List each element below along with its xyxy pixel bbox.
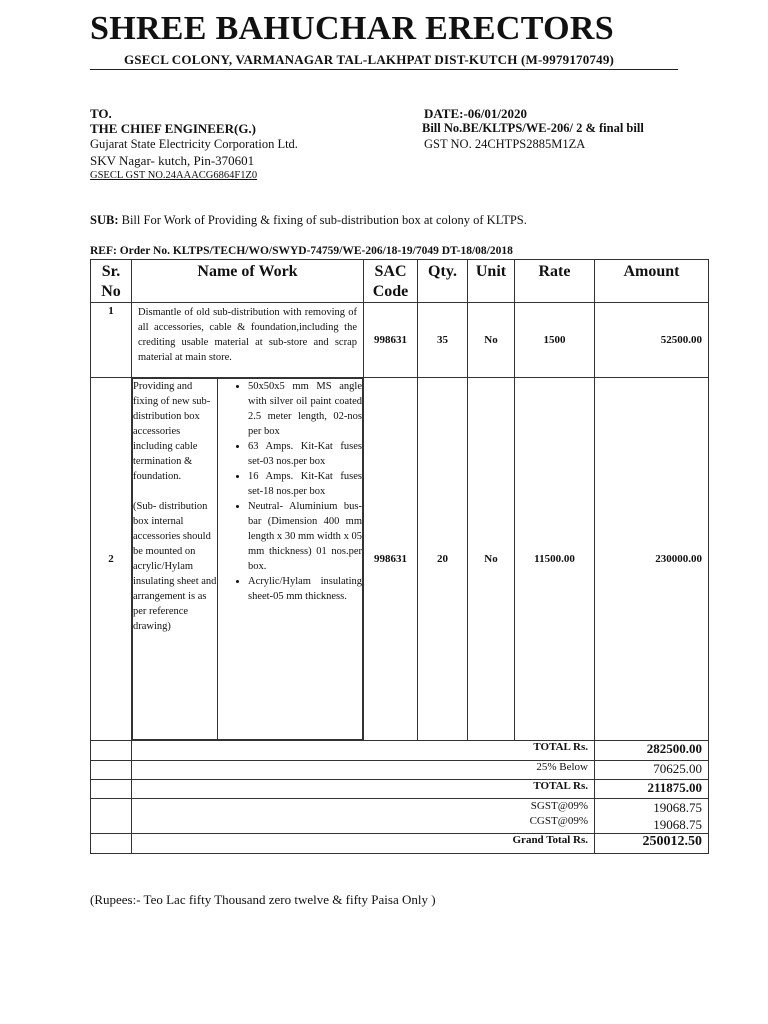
company-address: GSECL COLONY, VARMANAGAR TAL-LAKHPAT DIST-KUTCH (M-9979170749) xyxy=(124,52,615,67)
header-sac-code: SAC Code xyxy=(364,260,418,303)
amount-in-words: (Rupees:- Teo Lac fifty Thousand zero twelve & fifty Paisa Only ) xyxy=(90,892,436,907)
sgst-value: 19068.75 xyxy=(653,800,702,815)
row2-sr: 2 xyxy=(91,378,132,741)
net-total-value: 211875.00 xyxy=(595,780,709,799)
tax-row xyxy=(91,799,709,834)
row2-rate: 11500.00 xyxy=(515,378,595,741)
list-item: • 50x50x5 mm MS angle with silver oil paint coated 2.5 meter length, 02-nos per box xyxy=(248,379,362,439)
total-value: 282500.00 xyxy=(595,741,709,761)
row2-unit: No xyxy=(468,378,515,741)
header-amount: Amount xyxy=(595,260,709,303)
to-label: TO. xyxy=(90,106,112,121)
table-header-row xyxy=(91,260,709,303)
row1-qty: 35 xyxy=(418,303,468,378)
bill-table xyxy=(90,259,709,854)
row2-sac: 998631 xyxy=(364,378,418,741)
subject-label: SUB: xyxy=(90,213,119,227)
tax-labels xyxy=(132,799,595,834)
company-name: SHREE BAHUCHAR ERECTORS xyxy=(90,10,614,47)
net-total-row xyxy=(91,780,709,799)
subject-text: Bill For Work of Providing & fixing of sub-distribution box at colony of KLTPS. xyxy=(121,213,527,227)
recipient-place: SKV Nagar- kutch, Pin-370601 xyxy=(90,153,255,168)
row1-description: Dismantle of old sub-distribution with removing of all accessories, cable & foundation,including the crediting usable material at sub-store and scrap material at main store. xyxy=(132,303,364,378)
cgst-value: 19068.75 xyxy=(653,817,702,832)
header-rate: Rate xyxy=(515,260,595,303)
row2-accessory-list xyxy=(218,379,363,740)
list-item: • 63 Amps. Kit-Kat fuses set-03 nos.per box xyxy=(248,439,362,469)
table-row xyxy=(91,303,709,378)
header-sr-no: Sr. No xyxy=(91,260,132,303)
discount-value: 70625.00 xyxy=(595,761,709,780)
table-row xyxy=(91,378,709,741)
row2-description xyxy=(132,378,364,741)
recipient-designation: THE CHIEF ENGINEER(G.) xyxy=(90,121,257,136)
sgst-label: SGST@09% xyxy=(530,800,588,812)
header-unit: Unit xyxy=(468,260,515,303)
list-item: • Acrylic/Hylam insulating sheet-05 mm thickness. xyxy=(248,574,362,604)
row1-sac: 998631 xyxy=(364,303,418,378)
recipient-organization: Gujarat State Electricity Corporation Ltd. xyxy=(90,137,298,151)
total-row xyxy=(91,741,709,761)
tax-values xyxy=(595,799,709,834)
row2-qty: 20 xyxy=(418,378,468,741)
row1-unit: No xyxy=(468,303,515,378)
list-item: • Neutral- Aluminium bus-bar (Dimension 400 mm length x 30 mm width x 05 mm thickness) 01 nos.per box. xyxy=(248,499,362,574)
row1-rate: 1500 xyxy=(515,303,595,378)
header-divider xyxy=(90,69,678,70)
bill-date: DATE:-06/01/2020 xyxy=(424,106,528,121)
header-name-of-work: Name of Work xyxy=(132,260,364,303)
discount-row xyxy=(91,761,709,780)
row2-amount: 230000.00 xyxy=(595,378,709,741)
row2-main-description: Providing and fixing of new sub- distribution box accessories including cable termination & foundation. (Sub- distribution box internal accessories should be mounted on acrylic/Hylam insulating sheet and arrangement is as per reference drawing) xyxy=(133,379,218,740)
subject-line xyxy=(90,213,527,228)
list-item: • 16 Amps. Kit-Kat fuses set-18 nos.per box xyxy=(248,469,362,499)
net-total-label: TOTAL Rs. xyxy=(132,780,595,799)
reference-line: REF: Order No. KLTPS/TECH/WO/SWYD-74759/WE-206/18-19/7049 DT-18/08/2018 xyxy=(90,245,513,257)
bill-number: Bill No.BE/KLTPS/WE-206/ 2 & final bill xyxy=(422,121,644,135)
row1-amount: 52500.00 xyxy=(595,303,709,378)
grand-total-value: 250012.50 xyxy=(595,834,709,854)
grand-total-row xyxy=(91,834,709,854)
grand-total-label: Grand Total Rs. xyxy=(132,834,595,854)
cgst-label: CGST@09% xyxy=(529,815,588,827)
recipient-gst: GSECL GST NO.24AAACG6864F1Z0 xyxy=(90,170,258,181)
header-qty: Qty. xyxy=(418,260,468,303)
row1-sr: 1 xyxy=(91,303,132,378)
discount-label: 25% Below xyxy=(132,761,595,780)
supplier-gst: GST NO. 24CHTPS2885M1ZA xyxy=(424,137,586,151)
total-label: TOTAL Rs. xyxy=(132,741,595,761)
